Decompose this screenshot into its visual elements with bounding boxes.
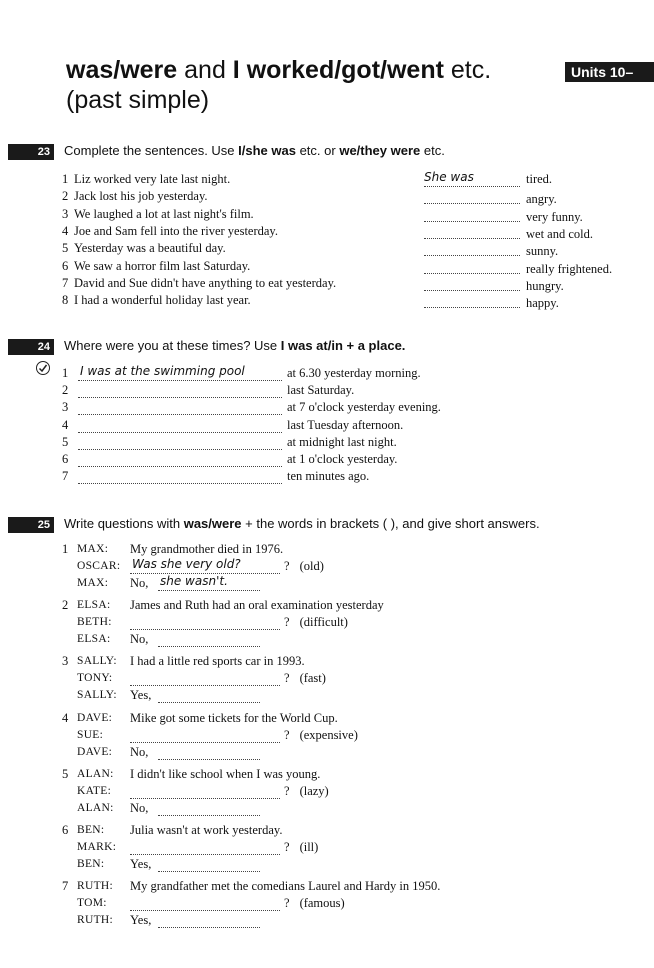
bracket-hint (284, 896, 345, 911)
question-mark: ? (284, 671, 290, 686)
dialogue-line: My grandmother died in 1976. (130, 542, 284, 556)
item-number: 8 (62, 293, 69, 308)
answer-field[interactable] (78, 470, 282, 484)
hint-word: (lazy) (299, 783, 329, 798)
bracket-hint (284, 784, 329, 799)
short-answer-prefix: No, (130, 744, 149, 759)
answer-field[interactable] (424, 294, 520, 308)
item-number: 1 (62, 172, 69, 186)
item-ending: wet and cold. (526, 226, 593, 241)
question-field[interactable] (130, 729, 280, 743)
speaker-label: ALAN: (77, 801, 114, 814)
exercise-number-23: 23 (8, 144, 54, 160)
example-check-icon (36, 361, 50, 375)
item-number: 5 (62, 434, 69, 449)
speaker-label: KATE: (77, 784, 112, 797)
question-field[interactable] (130, 897, 280, 911)
answer-field[interactable] (78, 436, 282, 450)
speaker-label: TONY: (77, 672, 113, 685)
dialogue-number: 3 (62, 654, 69, 669)
units-tab: Units 10– (565, 62, 654, 82)
item-number: 3 (62, 400, 69, 415)
dialogue-number: 1 (62, 542, 69, 556)
bracket-hint (284, 728, 358, 743)
dialogue-number: 2 (62, 598, 69, 613)
question-field[interactable] (130, 616, 280, 630)
question-mark: ? (284, 727, 290, 742)
handwritten-answer: she wasn't. (160, 574, 228, 588)
question-mark: ? (284, 783, 290, 798)
item-sentence: Liz worked very late last night. (74, 172, 231, 186)
dialogue-line: Mike got some tickets for the World Cup. (130, 710, 338, 725)
speaker-label: SUE: (77, 728, 104, 741)
answer-field[interactable] (78, 364, 282, 381)
answer-field[interactable] (78, 384, 282, 398)
item-number: 1 (62, 366, 69, 380)
speaker-label: TOM: (77, 897, 107, 910)
bracket-hint (284, 559, 324, 574)
item-ending: very funny. (526, 209, 583, 224)
speaker-label: MAX: (77, 577, 109, 589)
short-answer-field[interactable] (158, 802, 260, 816)
speaker-label: ELSA: (77, 633, 111, 646)
short-answer-field[interactable] (158, 689, 260, 703)
question-field[interactable] (130, 672, 280, 686)
item-ending: angry. (526, 192, 557, 207)
dialogue-number: 4 (62, 710, 69, 725)
question-mark: ? (284, 559, 290, 573)
handwritten-answer: She was (424, 170, 474, 184)
answer-field[interactable] (78, 453, 282, 467)
item-ending: tired. (526, 172, 553, 186)
handwritten-answer: Was she very old? (132, 557, 241, 571)
hint-word: (expensive) (299, 727, 358, 742)
item-ending: at 6.30 yesterday morning. (287, 366, 421, 380)
list-item (62, 207, 254, 222)
question-field[interactable] (130, 841, 280, 855)
item-number: 7 (62, 275, 69, 290)
short-answer-prefix: No, (130, 800, 149, 815)
answer-field[interactable] (424, 277, 520, 291)
answer-field[interactable] (424, 208, 520, 222)
speaker-label: MARK: (77, 841, 117, 853)
answer-field[interactable] (424, 190, 520, 204)
speaker-label: ELSA: (77, 599, 111, 612)
hint-word: (famous) (299, 896, 345, 911)
item-ending: happy. (526, 296, 559, 311)
item-sentence: We laughed a lot at last night's film. (74, 206, 254, 221)
list-item (62, 259, 250, 274)
item-sentence: Jack lost his job yesterday. (74, 189, 208, 204)
speaker-label: DAVE: (77, 745, 113, 758)
item-number: 4 (62, 417, 69, 432)
speaker-label: RUTH: (77, 880, 113, 893)
speaker-label: OSCAR: (77, 560, 121, 572)
item-ending: hungry. (526, 278, 564, 293)
list-item (62, 189, 208, 204)
answer-field[interactable] (78, 419, 282, 433)
hint-word: (fast) (299, 671, 326, 686)
speaker-label: SALLY: (77, 689, 117, 702)
question-mark: ? (284, 615, 290, 630)
speaker-label: DAVE: (77, 711, 113, 724)
dialogue-line: I had a little red sports car in 1993. (130, 654, 305, 669)
item-ending: at 1 o'clock yesterday. (287, 452, 398, 466)
item-number: 3 (62, 206, 69, 221)
item-ending: last Saturday. (287, 383, 355, 398)
dialogue-line: I didn't like school when I was young. (130, 766, 321, 781)
short-answer-field[interactable] (158, 633, 260, 647)
short-answer-prefix: Yes, (130, 688, 152, 703)
short-answer-prefix: Yes, (130, 913, 152, 928)
list-item (62, 224, 278, 239)
item-number: 6 (62, 452, 69, 466)
question-mark: ? (284, 896, 290, 911)
item-sentence: Yesterday was a beautiful day. (74, 241, 226, 256)
dialogue-line: James and Ruth had an oral examination yesterday (130, 598, 384, 613)
speaker-label: BEN: (77, 858, 105, 870)
hint-word: (old) (299, 559, 324, 573)
short-answer-field[interactable] (158, 858, 260, 872)
short-answer-field[interactable] (158, 746, 260, 760)
bracket-hint (284, 615, 348, 630)
answer-field[interactable] (424, 225, 520, 239)
exercise-23-instructions: Complete the sentences. Use I/she was etc. or we/they were etc. (64, 143, 445, 158)
exercise-24-instructions: Where were you at these times? Use I was at/in + a place. (64, 338, 406, 353)
item-number: 7 (62, 469, 69, 484)
item-sentence: I had a wonderful holiday last year. (74, 293, 251, 308)
item-ending: at 7 o'clock yesterday evening. (287, 400, 441, 415)
question-mark: ? (284, 840, 290, 854)
item-number: 2 (62, 189, 69, 204)
item-ending: at midnight last night. (287, 434, 397, 449)
item-number: 4 (62, 223, 69, 238)
dialogue-line: My grandfather met the comedians Laurel and Hardy in 1950. (130, 879, 441, 894)
page-subtitle: (past simple) (66, 86, 210, 114)
speaker-label: BEN: (77, 824, 105, 836)
hint-word: (ill) (299, 840, 319, 854)
list-item (62, 241, 226, 256)
item-number: 2 (62, 383, 69, 398)
answer-field[interactable] (78, 401, 282, 415)
dialogue-line: Julia wasn't at work yesterday. (130, 823, 283, 837)
short-answer-prefix: No, (130, 632, 149, 647)
item-sentence: David and Sue didn't have anything to eat yesterday. (74, 275, 337, 290)
item-ending: ten minutes ago. (287, 469, 370, 484)
exercise-number-25: 25 (8, 517, 54, 533)
question-field[interactable] (130, 557, 280, 574)
page-title: was/were and I worked/got/went etc. (66, 56, 492, 84)
speaker-label: SALLY: (77, 655, 117, 668)
short-answer-field[interactable] (158, 914, 260, 928)
dialogue-number: 6 (62, 823, 69, 837)
item-ending: sunny. (526, 244, 559, 259)
item-number: 6 (62, 258, 69, 273)
handwritten-answer: I was at the swimming pool (80, 364, 245, 378)
item-sentence: We saw a horror film last Saturday. (74, 258, 251, 273)
bracket-hint (284, 840, 318, 855)
short-answer-field[interactable] (158, 574, 260, 591)
dialogue-number: 5 (62, 766, 69, 781)
question-field[interactable] (130, 785, 280, 799)
item-ending: really frightened. (526, 261, 613, 276)
short-answer-prefix: Yes, (130, 857, 152, 871)
list-item (62, 172, 230, 187)
item-ending: last Tuesday afternoon. (287, 417, 404, 432)
bracket-hint (284, 671, 326, 686)
speaker-label: RUTH: (77, 914, 113, 927)
answer-field[interactable] (424, 170, 520, 187)
answer-field[interactable] (424, 242, 520, 256)
list-item (62, 276, 336, 291)
short-answer-prefix: No, (130, 576, 149, 590)
hint-word: (difficult) (299, 615, 348, 630)
speaker-label: MAX: (77, 543, 109, 555)
speaker-label: ALAN: (77, 767, 114, 780)
item-sentence: Joe and Sam fell into the river yesterday. (74, 223, 278, 238)
exercise-number-24: 24 (8, 339, 54, 355)
speaker-label: BETH: (77, 616, 112, 629)
list-item (62, 293, 251, 308)
exercise-25-instructions: Write questions with was/were + the words in brackets ( ), and give short answers. (64, 516, 540, 531)
dialogue-number: 7 (62, 879, 69, 894)
answer-field[interactable] (424, 260, 520, 274)
item-number: 5 (62, 241, 69, 256)
